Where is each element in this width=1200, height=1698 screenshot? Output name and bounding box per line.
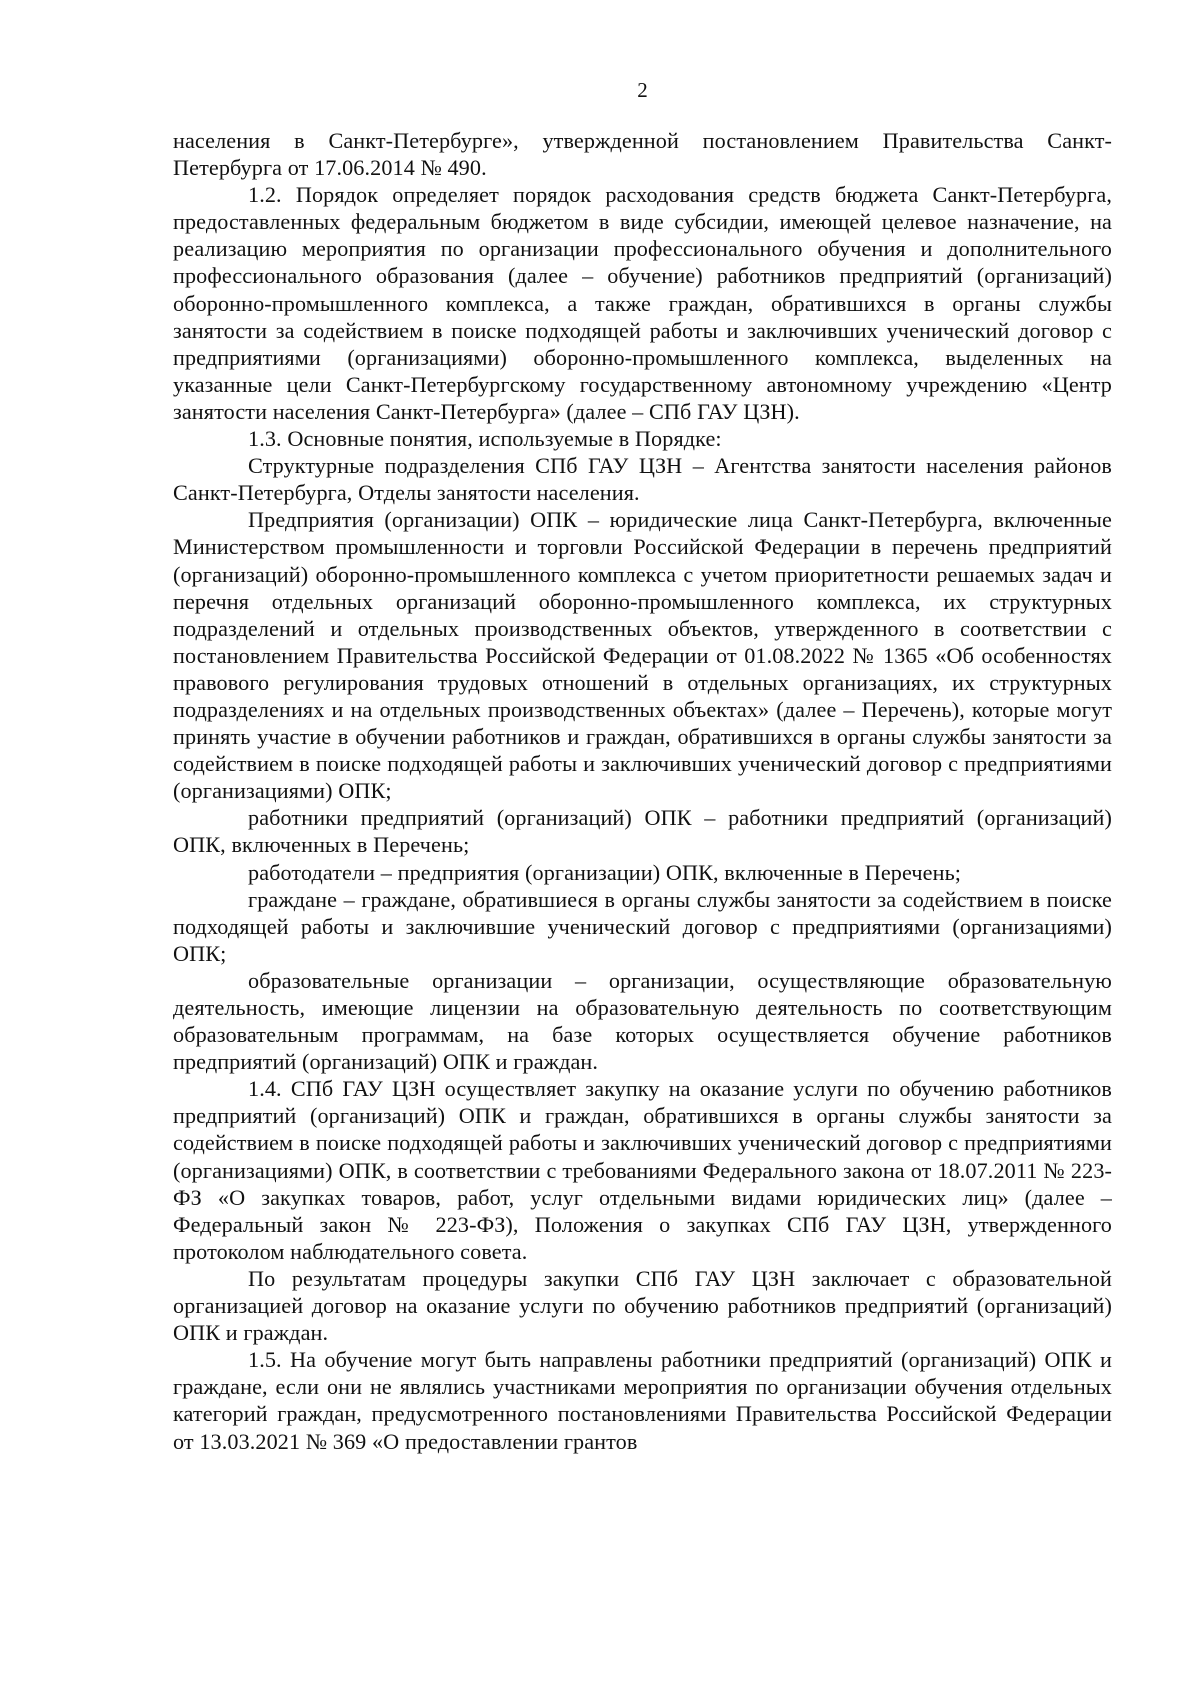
- definition-opk-workers: работники предприятий (организаций) ОПК – работники предприятий (организаций) ОПК, включенных в Перечень;: [173, 805, 1112, 858]
- paragraph-1-5: 1.5. На обучение могут быть направлены работники предприятий (организаций) ОПК и граждане, если они не являлись участниками мероприятия по организации обучения отдельных категорий граждан, предусмотренного постановлениями Правительства Российской Федерации от 13.03.2021 № 369 «О предоставлении грантов: [173, 1347, 1112, 1454]
- document-body: [173, 127, 1112, 1455]
- paragraph-continuation: населения в Санкт-Петербурге», утвержденной постановлением Правительства Санкт-Петербурга от 17.06.2014 № 490.: [173, 128, 1112, 181]
- definition-citizens: граждане – граждане, обратившиеся в органы службы занятости за содействием в поиске подходящей работы и заключившие ученический договор с предприятиями (организациями) ОПК;: [173, 886, 1112, 966]
- paragraph-1-3: 1.3. Основные понятия, используемые в Порядке:: [248, 426, 722, 452]
- definition-structural-units: Структурные подразделения СПб ГАУ ЦЗН – Агентства занятости населения районов Санкт-Петербурга, Отделы занятости населения.: [173, 453, 1112, 506]
- paragraph-1-2: 1.2. Порядок определяет порядок расходования средств бюджета Санкт-Петербурга, предоставленных федеральным бюджетом в виде субсидии, имеющей целевое назначение, на реализацию мероприятия по организации профессионального обучения и дополнительного профессионального образования (далее – обучение) работников предприятий (организаций) оборонно-промышленного комплекса, а также граждан, обратившихся в органы службы занятости за содействием в поиске подходящей работы и заключивших ученический договор с предприятиями (организациями) оборонно-промышленного комплекса, выделенных на указанные цели Санкт-Петербургскому государственному автономному учреждению «Центр занятости населения Санкт-Петербурга» (далее – СПб ГАУ ЦЗН).: [173, 182, 1112, 424]
- definition-employers: работодатели – предприятия (организации) ОПК, включенные в Перечень;: [248, 859, 962, 885]
- page-number: 2: [637, 78, 648, 102]
- definition-educational-organizations: образовательные организации – организации, осуществляющие образовательную деятельность, имеющие лицензии на образовательную деятельность по соответствующим образовательным программам, на базе которых осуществляется обучение работников предприятий (организаций) ОПК и граждан.: [173, 967, 1112, 1075]
- definition-opk-enterprises: Предприятия (организации) ОПК – юридические лица Санкт-Петербурга, включенные Министерством промышленности и торговли Российской Федерации в перечень предприятий (организаций) оборонно-промышленного комплекса с учетом приоритетности решаемых задач и перечня отдельных организаций оборонно-промышленного комплекса, их структурных подразделений и отдельных производственных объектов, утвержденного в соответствии с постановлением Правительства Российской Федерации от 01.08.2022 № 1365 «Об особенностях правового регулирования трудовых отношений в отдельных организациях, их структурных подразделениях и на отдельных производственных объектах» (далее – Перечень), которые могут принять участие в обучении работников и граждан, обратившихся в органы службы занятости за содействием в поиске подходящей работы и заключивших ученический договор с предприятиями (организациями) ОПК;: [173, 507, 1112, 804]
- paragraph-1-4: 1.4. СПб ГАУ ЦЗН осуществляет закупку на оказание услуги по обучению работников предприятий (организаций) ОПК и граждан, обратившихся в органы службы занятости за содействием в поиске подходящей работы и заключивших ученический договор с предприятиями (организациями) ОПК, в соответствии с требованиями Федерального закона от 18.07.2011 № 223-ФЗ «О закупках товаров, работ, услуг отдельными видами юридических лиц» (далее – Федеральный закон № 223-ФЗ), Положения о закупках СПб ГАУ ЦЗН, утвержденного протоколом наблюдательного совета.: [173, 1076, 1112, 1264]
- paragraph-procurement-result: По результатам процедуры закупки СПб ГАУ ЦЗН заключает с образовательной организацией договор на оказание услуги по обучению работников предприятий (организаций) ОПК и граждан.: [173, 1265, 1112, 1346]
